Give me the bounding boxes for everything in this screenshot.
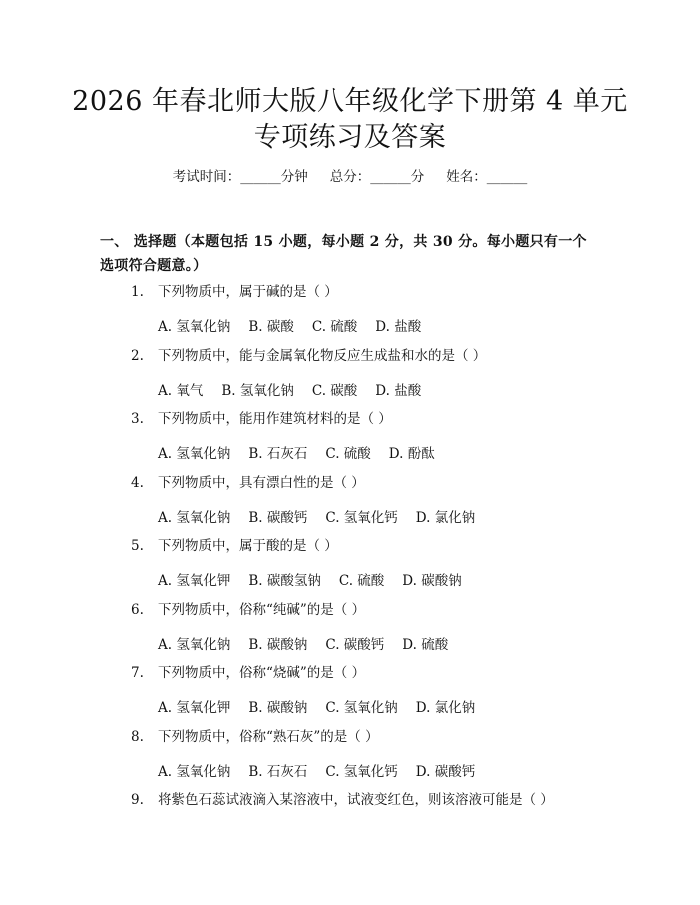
question-number: 2. xyxy=(131,348,144,364)
answer-option: C. 硫酸 xyxy=(311,319,358,335)
exam-time-label: 考试时间：______分钟 xyxy=(172,169,308,185)
total-score-label: 总分：______分 xyxy=(329,169,425,185)
answer-option: C. 碳酸钙 xyxy=(325,637,385,653)
answer-option: C. 氢氧化钠 xyxy=(325,700,398,716)
answer-option: D. 盐酸 xyxy=(375,319,422,335)
answer-option: C. 硫酸 xyxy=(325,446,371,462)
answer-option: C. 硫酸 xyxy=(338,573,385,589)
question-options xyxy=(158,382,439,400)
answer-option: B. 石灰石 xyxy=(248,446,308,462)
answer-option: A. 氢氧化钠 xyxy=(158,637,231,653)
question-number: 1. xyxy=(131,284,144,300)
answer-option: D. 碳酸钙 xyxy=(415,764,476,780)
answer-option: B. 碳酸钠 xyxy=(248,637,308,653)
question-number: 3. xyxy=(131,411,144,427)
question-stem: 下列物质中，俗称“纯碱”的是（ ） xyxy=(158,602,366,618)
question-options xyxy=(158,763,493,781)
question-stem: 下列物质中，能与金属氧化物反应生成盐和水的是（ ） xyxy=(158,348,487,364)
answer-option: B. 石灰石 xyxy=(248,764,308,780)
question-number: 9. xyxy=(131,792,144,808)
answer-option: A. 氢氧化钠 xyxy=(158,319,231,335)
answer-option: D. 酚酞 xyxy=(388,446,435,462)
question-number: 8. xyxy=(131,729,144,745)
section-heading: 一、 选择题（本题包括 15 小题，每小题 2 分，共 30 分。每小题只有一个选项符合题意。） xyxy=(100,234,587,274)
question-stem: 下列物质中，具有漂白性的是（ ） xyxy=(158,475,365,491)
exam-meta xyxy=(0,168,700,186)
answer-option: C. 氢氧化钙 xyxy=(325,764,398,780)
question-options xyxy=(158,636,466,654)
question-options xyxy=(158,572,480,590)
question-number: 4. xyxy=(131,475,144,491)
question-number: 6. xyxy=(131,602,144,618)
answer-option: D. 硫酸 xyxy=(402,637,449,653)
question-options xyxy=(158,318,439,336)
answer-option: A. 氢氧化钠 xyxy=(158,446,231,462)
page-title-line1: 2026 年春北师大版八年级化学下册第 4 单元 xyxy=(72,86,628,117)
question-options xyxy=(158,445,453,463)
answer-option: C. 氢氧化钙 xyxy=(325,510,398,526)
answer-option: A. 氢氧化钾 xyxy=(158,700,231,716)
answer-option: D. 氯化钠 xyxy=(415,510,476,526)
answer-option: A. 氢氧化钠 xyxy=(158,510,231,526)
question-number: 7. xyxy=(131,665,144,681)
answer-option: B. 碳酸钠 xyxy=(248,700,308,716)
answer-option: D. 碳酸钠 xyxy=(402,573,462,589)
question-stem: 将紫色石蕊试液滴入某溶液中，试液变红色，则该溶液可能是（ ） xyxy=(158,792,554,808)
question-number: 5. xyxy=(131,538,144,554)
answer-option: C. 碳酸 xyxy=(311,383,358,399)
question-options xyxy=(158,699,493,717)
question-stem: 下列物质中，属于碱的是（ ） xyxy=(158,284,338,300)
answer-option: D. 氯化钠 xyxy=(415,700,476,716)
question-stem: 下列物质中，俗称“烧碱”的是（ ） xyxy=(158,665,366,681)
question-options xyxy=(158,509,493,527)
answer-option: B. 碳酸钙 xyxy=(248,510,308,526)
question-stem: 下列物质中，属于酸的是（ ） xyxy=(158,538,338,554)
page-title-line2: 专项练习及答案 xyxy=(253,122,447,153)
answer-option: A. 氢氧化钠 xyxy=(158,764,231,780)
answer-option: D. 盐酸 xyxy=(375,383,422,399)
name-label: 姓名：______ xyxy=(446,169,528,185)
answer-option: A. 氢氧化钾 xyxy=(158,573,231,589)
answer-option: B. 碳酸氢钠 xyxy=(248,573,321,589)
question-stem: 下列物质中，能用作建筑材料的是（ ） xyxy=(158,411,392,427)
question-stem: 下列物质中，俗称“熟石灰”的是（ ） xyxy=(158,729,379,745)
answer-option: B. 碳酸 xyxy=(248,319,294,335)
answer-option: A. 氧气 xyxy=(158,383,204,399)
answer-option: B. 氢氧化钠 xyxy=(221,383,294,399)
